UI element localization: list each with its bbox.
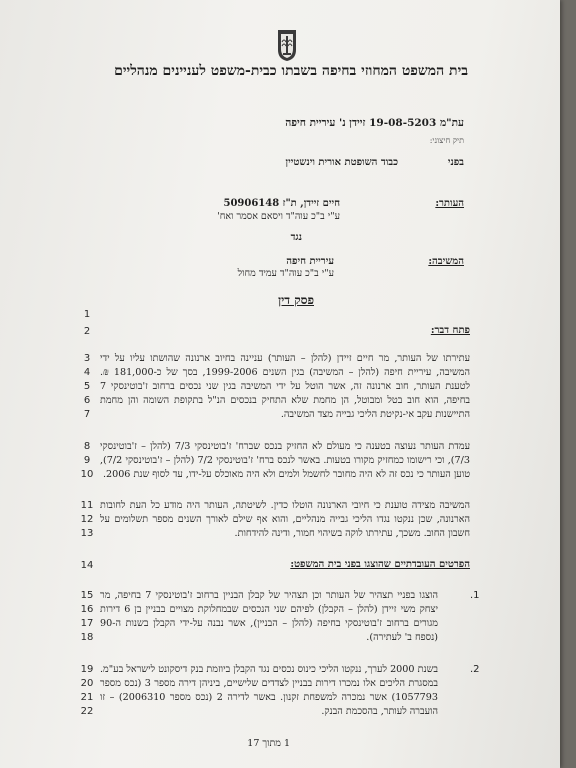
line-number: 15 (80, 590, 94, 601)
line-number: 19 (80, 664, 94, 675)
fact-item-1: הוצגו בפניי תצהיר של העותר וכן תצהיר של קבלן הבניין ברחוב ז'בוטינסקי 7 בחיפה, מר יצחק משי זיידן (להלן – הקבלן) לפיהם שני הנכסים שבמחלוקת מצויים בבניין בן 6 דירות מגורים ברחוב ז'בוטינסקי בחיפה (להלן – הבניין), אשר נבנה על-ידי הקבלן בשנות ה-90 (נספח ב' לעתירה). (100, 590, 438, 643)
line-number: 8 (83, 441, 91, 452)
petitioner-label: העותר: (435, 198, 464, 209)
line-number: 2 (83, 326, 91, 337)
line-number: 14 (80, 560, 94, 571)
page-footer: 1 מתוך 17 (247, 738, 290, 749)
case-number: עת"מ 19-08-5203 זיידן נ' עיריית חיפה (285, 117, 464, 129)
line-number: 7 (83, 409, 91, 420)
item-number: .1 (470, 590, 480, 601)
paragraph-petitioner-position: עמדת העותר נעוצה בטענה כי מעולם לא החזיק בנכס שברח' ז'בוטינסקי 7/3 (להלן – ז'בוטינסקי 7/3), וכי רישומו כמחזיק מקורו בטעות. באשר לנכס ברח' ז'בוטינסקי 7/2 (להלן – ז'בוטינסקי 7/2), טוען העותר כי נכס זה לא היה מחובר לחשמל ולמים ולא היה מאוכלס על-ידו, עד לסוף שנת 2006. (100, 441, 470, 480)
respondent-label: המשיבה: (428, 256, 464, 267)
line-number: 22 (80, 706, 94, 717)
line-number: 9 (83, 455, 91, 466)
line-number: 3 (83, 353, 91, 364)
judgment-title: פסק דין (278, 293, 314, 307)
petitioner-counsel: ע"י ב"כ עוה"ד ויסאם אסמר ואח' (217, 211, 340, 222)
line-number: 17 (80, 618, 94, 629)
paragraph-opening: עתירתו של העותר, מר חיים זיידן (להלן – העותר) עניינה בחיוב ארנונה שהושתו עליו על ידי המשיבה, עיריית חיפה (להלן – המשיבה) בגין השנים 1999-2006, בסך של כ-181,000 ₪. לטענת העותר, חוב ארנונה זה, אשר הוטל על ידי המשיבה בגין שני נכסים ברחוב ז'בוטינסקי 7 בחיפה, הוא חוב בטל ומבוטל, הן מחמת שלא התחיק בנכסים הנ"ל בתקופת השומה והן מחמת התיישנות עקב אי-נקיטת הליכי גבייה מצד המשיבה. (100, 353, 470, 420)
line-number: 4 (83, 367, 91, 378)
opening-heading: פתח דבר: (430, 325, 470, 336)
line-number: 6 (83, 395, 91, 406)
line-number: 11 (80, 500, 94, 511)
court-title: בית המשפט המחוזי בחיפה בשבתו כבית-משפט לעניינים מנהליים (114, 63, 468, 79)
respondent-name: עיריית חיפה (286, 256, 334, 267)
line-number: 10 (80, 469, 94, 480)
file-label: תיק חיצוני: (429, 136, 464, 145)
respondent-counsel: ע"י ב"כ עוה"ד עמיד מחול (237, 268, 334, 279)
petitioner-name: חיים זיידן, ת"ז 50906148 (223, 198, 340, 209)
before-label: בפני (447, 157, 464, 168)
line-number: 13 (80, 528, 94, 539)
state-emblem-icon (276, 28, 298, 62)
judge-name: כבוד השופטת אורית וינשטיין (285, 157, 398, 168)
line-number: 1 (83, 309, 91, 320)
line-number: 18 (80, 632, 94, 643)
line-number: 21 (80, 692, 94, 703)
line-number: 12 (80, 514, 94, 525)
versus-label: נגד (290, 232, 302, 243)
line-number: 20 (80, 678, 94, 689)
facts-heading: הפרטים העובדתיים שהוצגו בפני בית המשפט: (290, 559, 470, 570)
fact-item-2: בשנת 2000 לערך, ננקטו הליכי כינוס נכסים נגד הקבלן ביוזמת בנק דיסקונט לישראל בע"מ. במסגרת הליכים אלו נמכרו דירות בבניין לצדדים שלישיים, ביניהן דירה מספר 3 (נכס מספר 1057793) אשר נמכרה למשפחת זקנון. באשר לדירה 2 (נכס מספר 2006310) – זו הועברה לעותר, בהסכמת הבנק. (100, 664, 438, 717)
line-number: 5 (83, 381, 91, 392)
paragraph-respondent-position: המשיבה מצידה טוענת כי חיובי הארנונה הוטלו כדין. לשיטתה, העותר היה מודע כל העת לחובות הארנונה, שכן ננקטו נגדו הליכי גבייה מנהליים, והוא אף שילם לאורך השנים מספר תשלומים על חשבון החוב. משכך, עתירתו לוקה בשיהוי חמור, ודינה להידחות. (100, 500, 470, 539)
item-number: .2 (470, 664, 480, 675)
line-number: 16 (80, 604, 94, 615)
